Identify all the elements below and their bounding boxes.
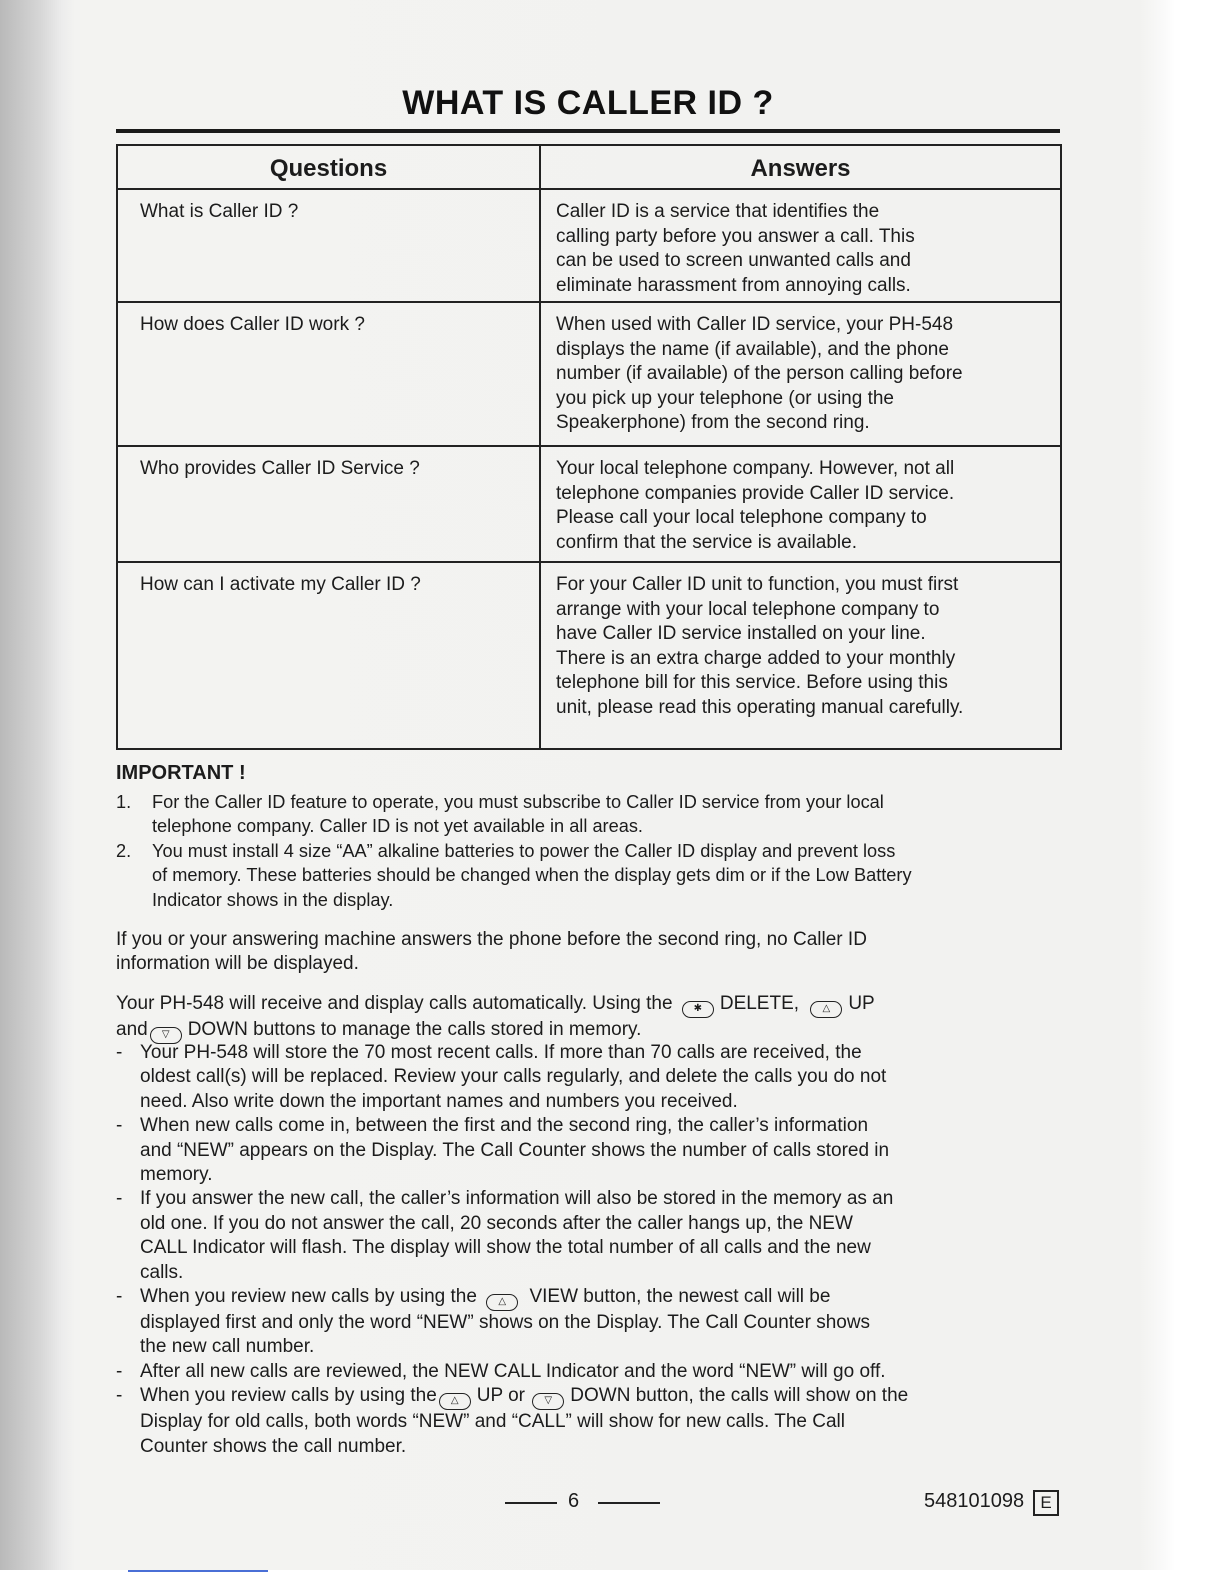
item-line: - After all new calls are reviewed, the NEW CALL Indicator and the word “NEW” will go off. — [140, 1360, 886, 1382]
answer-cell — [540, 302, 1061, 446]
list-item — [116, 1187, 1060, 1285]
item-line: and “NEW” appears on the Display. The Call Counter shows the number of calls stored in — [140, 1139, 890, 1161]
item-line: - Your PH-548 will store the 70 most recent calls. If more than 70 calls are received, the — [140, 1042, 862, 1063]
answer-line: When used with Caller ID service, your PH-548 — [556, 314, 954, 335]
footer-rule-right — [598, 1502, 660, 1504]
delete-label: DELETE, — [719, 993, 800, 1014]
item-line: - When new calls come in, between the first and the second ring, the caller’s information — [140, 1115, 869, 1137]
answer-line: telephone companies provide Caller ID service. — [556, 482, 955, 504]
answer-line: There is an extra charge added to your monthly — [556, 647, 956, 669]
paragraph-line — [116, 992, 1056, 1018]
item-line: telephone company. Caller ID is not yet available in all areas. — [152, 816, 643, 837]
page-number: 6 — [568, 1490, 580, 1512]
item-line: Display for old calls, both words “NEW” and “CALL” will show for new calls. The Call — [140, 1411, 846, 1433]
answer-cell — [540, 562, 1061, 749]
item-line: displayed first and only the word “NEW” shows on the Display. The Call Counter shows — [140, 1312, 871, 1334]
up-label: UP — [848, 993, 875, 1014]
bottom-rule — [128, 1570, 268, 1572]
item-text: When you review calls by using the — [140, 1385, 437, 1407]
down-arrow-key-icon: ▽ — [532, 1393, 564, 1410]
footer-rule-left — [505, 1502, 557, 1504]
up-arrow-key-icon: △ — [439, 1393, 471, 1410]
paragraph-line: If you or your answering machine answers the phone before the second ring, no Caller ID — [116, 929, 867, 950]
list-item — [116, 1041, 1060, 1114]
table-header-row — [117, 145, 1061, 189]
list-item — [116, 1285, 1060, 1360]
answer-line: calling party before you answer a call. This — [556, 225, 915, 247]
call-memory-list — [116, 1041, 1060, 1459]
item-line: - If you answer the new call, the caller’s information will also be stored in the memory as an — [140, 1188, 894, 1210]
item-number: 2. — [116, 840, 132, 861]
item-text: DOWN button, the calls will show on the — [570, 1385, 909, 1407]
important-list — [116, 790, 1046, 912]
item-line: calls. — [140, 1261, 184, 1283]
question-cell: How does Caller ID work ? — [117, 302, 540, 446]
item-text: When you review new calls by using the — [140, 1286, 477, 1308]
item-text: UP or — [476, 1385, 525, 1407]
item-line: CALL Indicator will flash. The display will show the total number of all calls and the new — [140, 1237, 871, 1259]
up-arrow-key-icon: △ — [810, 1001, 842, 1018]
view-key-icon: △ — [486, 1294, 518, 1311]
list-item — [116, 790, 1046, 839]
answer-line: Your local telephone company. However, not all — [556, 458, 955, 479]
table-row — [117, 562, 1061, 749]
question-cell: How can I activate my Caller ID ? — [117, 562, 540, 749]
answer-line: can be used to screen unwanted calls and — [556, 250, 911, 272]
answer-line: have Caller ID service installed on your line. — [556, 623, 926, 645]
item-line: For the Caller ID feature to operate, you must subscribe to Caller ID service from your local — [152, 792, 884, 812]
item-line: of memory. These batteries should be changed when the display gets dim or if the Low Battery — [152, 865, 912, 886]
paragraph-text: DOWN buttons to manage the calls stored in memory. — [187, 1019, 642, 1040]
delete-key-icon: ✱ — [682, 1001, 714, 1018]
item-line: Indicator shows in the display. — [152, 889, 394, 910]
caller-id-qa-table — [116, 144, 1062, 750]
edition-badge: E — [1033, 1490, 1059, 1516]
item-line — [140, 1384, 1060, 1410]
page-footer — [0, 1490, 1224, 1520]
item-line: the new call number. — [140, 1336, 315, 1358]
answer-line: Speakerphone) from the second ring. — [556, 412, 870, 434]
list-item — [116, 1114, 1060, 1187]
item-text: VIEW button, the newest call will be — [529, 1286, 831, 1308]
question-cell: What is Caller ID ? — [117, 189, 540, 302]
document-code: 548101098 — [924, 1490, 1025, 1512]
questions-header: Questions — [117, 145, 540, 189]
page-bottom-margin — [0, 1570, 1224, 1584]
item-line — [140, 1285, 1060, 1311]
paragraph-text: Your PH-548 will receive and display calls automatically. Using the — [116, 993, 673, 1014]
answer-cell — [540, 446, 1061, 562]
item-line: need. Also write down the important names and numbers you received. — [140, 1090, 738, 1112]
answer-line: eliminate harassment from annoying calls. — [556, 274, 911, 296]
down-arrow-key-icon: ▽ — [150, 1027, 182, 1044]
paragraph-line: information will be displayed. — [116, 953, 359, 975]
item-line: Counter shows the call number. — [140, 1435, 407, 1457]
answer-line: number (if available) of the person calling before — [556, 363, 963, 385]
table-row — [117, 189, 1061, 302]
item-line: old one. If you do not answer the call, 20 seconds after the caller hangs up, the NEW — [140, 1212, 853, 1234]
answers-header: Answers — [540, 145, 1061, 189]
answer-line: Please call your local telephone company to — [556, 507, 927, 529]
question-cell: Who provides Caller ID Service ? — [117, 446, 540, 562]
list-item — [116, 1384, 1060, 1459]
list-item — [116, 1360, 1060, 1384]
list-item — [116, 839, 1046, 912]
answer-line: confirm that the service is available. — [556, 531, 857, 553]
page-title: WHAT IS CALLER ID ? — [402, 84, 774, 122]
item-line: oldest call(s) will be replaced. Review your calls regularly, and delete the calls you do not — [140, 1066, 887, 1088]
table-row — [117, 446, 1061, 562]
answer-line: telephone bill for this service. Before using this — [556, 672, 948, 694]
item-line: memory. — [140, 1164, 213, 1186]
answer-line: you pick up your telephone (or using the — [556, 387, 894, 409]
table-row — [117, 302, 1061, 446]
buttons-paragraph — [116, 992, 1056, 1044]
answer-line: displays the name (if available), and the phone — [556, 338, 949, 360]
answer-line: For your Caller ID unit to function, you must first — [556, 574, 959, 595]
second-ring-paragraph — [116, 928, 1056, 977]
answer-line: Caller ID is a service that identifies the — [556, 201, 880, 222]
item-number: 1. — [116, 792, 132, 812]
answer-cell — [540, 189, 1061, 302]
important-heading: IMPORTANT ! — [116, 762, 246, 784]
title-rule — [116, 129, 1060, 133]
answer-line: unit, please read this operating manual carefully. — [556, 696, 964, 718]
item-line: You must install 4 size “AA” alkaline batteries to power the Caller ID display and prevent loss — [152, 840, 896, 861]
and-label: and — [116, 1019, 148, 1040]
answer-line: arrange with your local telephone company to — [556, 598, 940, 620]
